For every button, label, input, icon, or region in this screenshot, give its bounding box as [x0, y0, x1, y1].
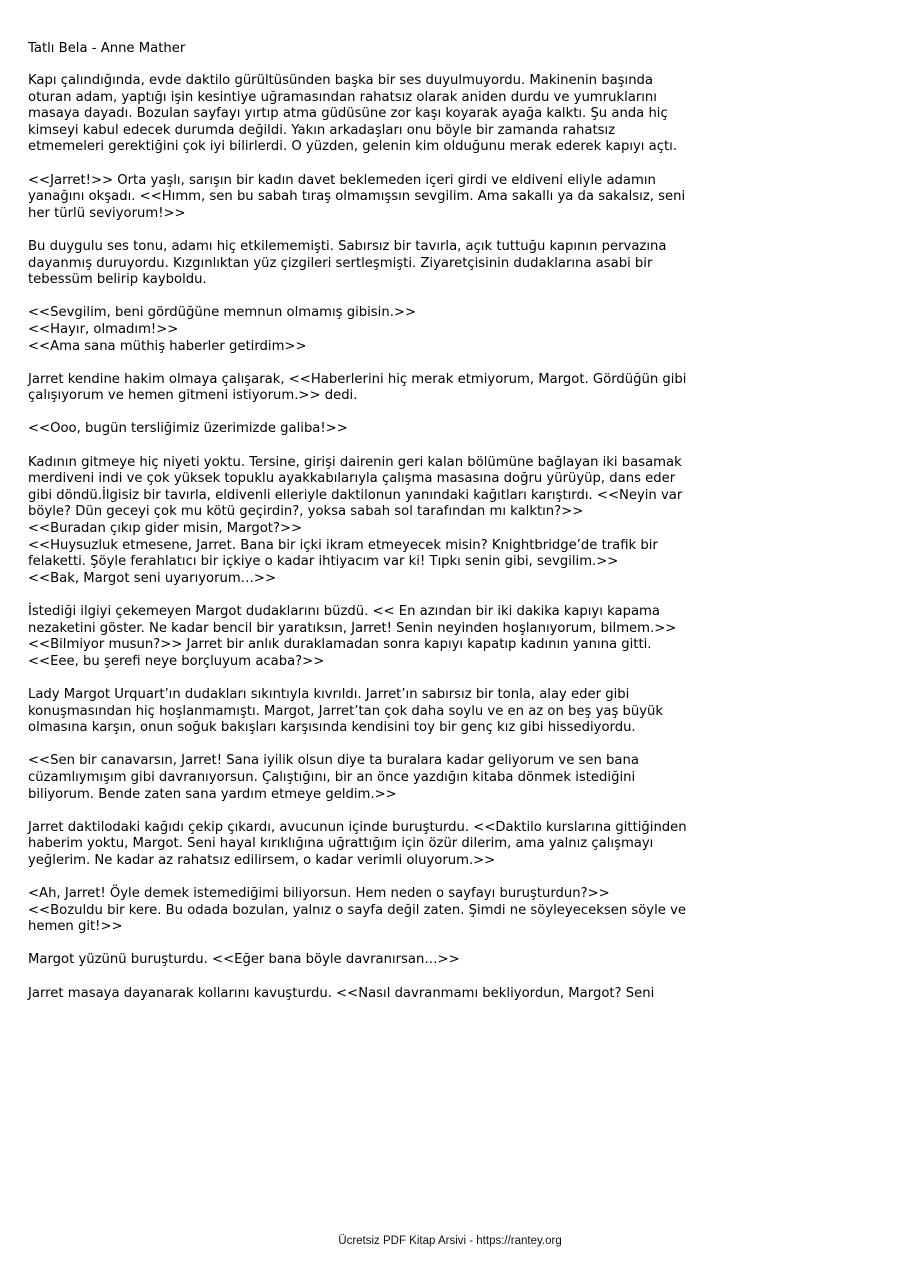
paragraph	[28, 73, 878, 156]
text-line: <<Hayır, olmadım!>>	[28, 321, 179, 337]
text-line: oturan adam, yaptığı işin kesintiye uğramasından rahatsız olarak aniden durdu ve yumruklarını	[28, 89, 657, 105]
text-line: Lady Margot Urquart’ın dudakları sıkıntıyla kıvrıldı. Jarret’ın sabırsız bir tonla, alay eder gibi	[28, 686, 630, 702]
text-line: cüzamlıymışım gibi davranıyorsun. Çalıştığını, bir an önce yazdığın kitaba dönmek istediğini	[28, 769, 636, 785]
text-line: <<Bozuldu bir kere. Bu odada bozulan, yalnız o sayfa değil zaten. Şimdi ne söyleyeceksen söyle ve	[28, 902, 687, 918]
paragraph	[28, 753, 878, 803]
paragraph	[28, 604, 878, 670]
text-line: yanağını okşadı. <<Hımm, sen bu sabah tıraş olmamışsın sevgilim. Ama sakallı ya da sakalsız, seni	[28, 189, 686, 205]
paragraph	[28, 687, 878, 737]
text-line: <Ah, Jarret! Öyle demek istemediğimi biliyorsun. Hem neden o sayfayı buruşturdun?>>	[28, 886, 610, 902]
text-line: konuşmasından hiç hoşlanmamıştı. Margot, Jarret’tan çok daha soylu ve en az on beş yaş büyük	[28, 703, 664, 719]
text-line: masaya dayadı. Bozulan sayfayı yırtıp atma güdüsüne zor kaşı koyarak ayağa kalktı. Şu anda hiç	[28, 106, 668, 122]
text-line: etmemeleri gerektiğini çok iyi bilirlerdi. O yüzden, gelenin kim olduğunu merak ederek kapıyı açtı.	[28, 139, 678, 155]
text-line: haberim yoktu, Margot. Seni hayal kırıklığına uğrattığım için özür dilerim, ama yalnız çalışmayı	[28, 836, 654, 852]
text-line: çalışıyorum ve hemen gitmeni istiyorum.>> dedi.	[28, 388, 358, 404]
text-line: yeğlerim. Ne kadar az rahatsız edilirsem, o kadar verimli oluyorum.>>	[28, 852, 496, 868]
text-line: tebessüm belirip kayboldu.	[28, 272, 207, 288]
text-line: dayanmış duruyordu. Kızgınlıktan yüz çizgileri sertleşmişti. Ziyaretçisinin dudaklarına asabi bir	[28, 255, 653, 271]
text-line: her türlü seviyorum!>>	[28, 205, 186, 221]
text-line: <<Ooo, bugün tersliğimiz üzerimizde galiba!>>	[28, 421, 348, 437]
document-page	[28, 40, 878, 1019]
text-line: <<Huysuzluk etmesene, Jarret. Bana bir içki ikram etmeyecek misin? Knightbridge’de trafik bir	[28, 537, 658, 553]
text-line: <<Ama sana müthiş haberler getirdim>>	[28, 338, 307, 354]
text-line: İstediği ilgiyi çekemeyen Margot dudaklarını büzdü. << En azından bir iki dakika kapıyı kapama	[28, 604, 660, 619]
text-line: <<Buradan çıkıp gider misin, Margot?>>	[28, 521, 303, 537]
text-line: Bu duygulu ses tonu, adamı hiç etkilememişti. Sabırsız bir tavırla, açık tuttuğu kapının pervazına	[28, 238, 667, 254]
paragraph	[28, 952, 878, 969]
paragraph	[28, 886, 878, 936]
text-line: felaketti. Şöyle ferahlatıcı bir içkiye o kadar ihtiyacım var ki! Tıpkı senin gibi, sevgilim.>>	[28, 554, 619, 570]
text-line: Jarret kendine hakim olmaya çalışarak, <<Haberlerini hiç merak etmiyorum, Margot. Gördüğün gibi	[28, 371, 687, 387]
document-title: Tatlı Bela - Anne Mather	[28, 41, 186, 56]
page-footer: Ücretsiz PDF Kitap Arsivi - https://rantey.org	[338, 1235, 562, 1247]
text-line: <<Eee, bu şerefi neye borçluyum acaba?>>	[28, 653, 325, 669]
text-line: kimseyi kabul edecek durumda değildi. Yakın arkadaşları onu böyle bir zamanda rahatsız	[28, 122, 616, 138]
text-line: gibi döndü.İlgisiz bir tavırla, eldivenli elleriyle daktilonun yanındaki kağıtları karıştırdı. <<Neyin var	[28, 487, 683, 503]
document-body	[28, 73, 878, 1002]
paragraph	[28, 305, 878, 355]
text-line: <<Bak, Margot seni uyarıyorum…>>	[28, 570, 277, 586]
paragraph	[28, 820, 878, 870]
text-line: <<Sevgilim, beni gördüğüne memnun olmamış gibisin.>>	[28, 305, 416, 321]
paragraph	[28, 372, 878, 405]
text-line: olmasına karşın, onun soğuk bakışları karşısında kendisini toy bir genç kız gibi hissediyordu.	[28, 720, 636, 736]
paragraph	[28, 239, 878, 289]
paragraph	[28, 173, 878, 223]
text-line: Jarret daktilodaki kağıdı çekip çıkardı, avucunun içinde buruşturdu. <<Daktilo kurslarına gittiğinden	[28, 819, 687, 835]
text-line: hemen git!>>	[28, 919, 123, 935]
text-line: böyle? Dün geceyi çok mu kötü geçirdin?, yoksa sabah sol tarafından mı kalktın?>>	[28, 504, 584, 520]
paragraph	[28, 986, 878, 1003]
text-line: <<Bilmiyor musun?>> Jarret bir anlık duraklamadan sonra kapıyı kapatıp kadının yanına gitti.	[28, 637, 652, 653]
text-line: merdiveni indi ve çok yüksek topuklu ayakkabılarıyla çalışma masasına doğru yürüyüp, dans eder	[28, 471, 676, 487]
text-line: Margot yüzünü buruşturdu. <<Eğer bana böyle davranırsan…>>	[28, 952, 460, 968]
paragraph	[28, 455, 878, 588]
text-line: Jarret masaya dayanarak kollarını kavuşturdu. <<Nasıl davranmamı bekliyordun, Margot? Seni	[28, 985, 655, 1001]
text-line: nezaketini göster. Ne kadar bencil bir yaratıksın, Jarret! Senin neyinden hoşlanıyorum, bilmem.>>	[28, 620, 677, 636]
text-line: <<Jarret!>> Orta yaşlı, sarışın bir kadın davet beklemeden içeri girdi ve eldiveni eliyle adamın	[28, 172, 656, 188]
text-line: Kadının gitmeye hiç niyeti yoktu. Tersine, girişi dairenin geri kalan bölümüne bağlayan iki basamak	[28, 454, 682, 470]
text-line: <<Sen bir canavarsın, Jarret! Sana iyilik olsun diye ta buralara kadar geliyorum ve sen bana	[28, 753, 639, 769]
paragraph	[28, 421, 878, 438]
text-line: Kapı çalındığında, evde daktilo gürültüsünden başka bir ses duyulmuyordu. Makinenin başında	[28, 73, 654, 88]
text-line: biliyorum. Bende zaten sana yardım etmeye geldim.>>	[28, 786, 397, 802]
